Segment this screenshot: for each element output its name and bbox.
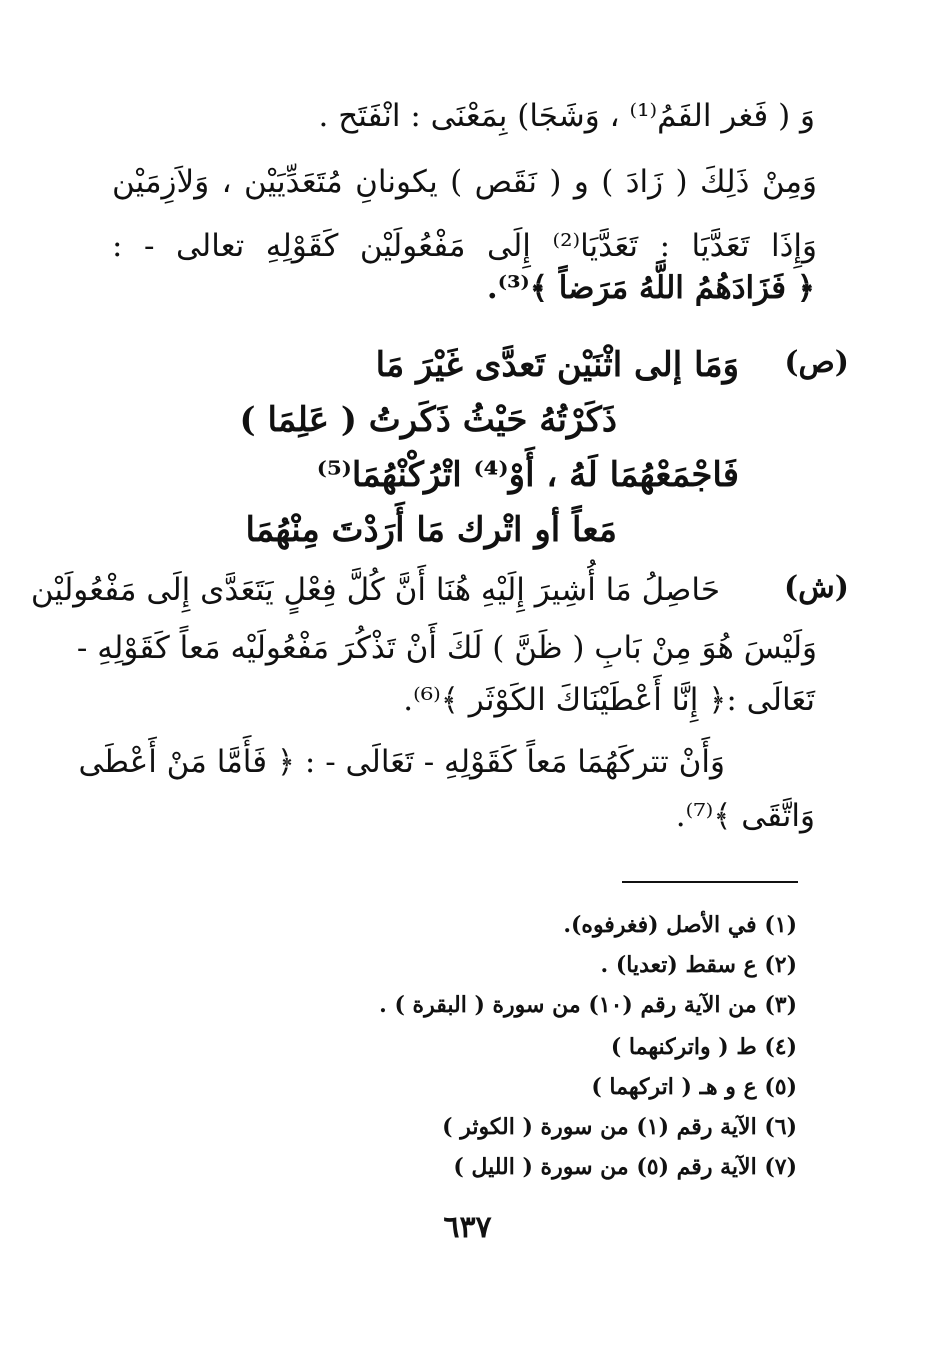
text-line: تَعَالَى :﴿ إِنَّا أَعْطَيْنَاكَ الكَوْثَر ﴾⁽⁶⁾. bbox=[403, 682, 815, 718]
sharh-marker: (ش) bbox=[783, 570, 849, 605]
footnote: (٣) من الآية رقم (١٠) من سورة ( البقرة ) . bbox=[379, 992, 797, 1018]
footnote: (٦) الآية رقم (١) من سورة ( الكوثر ) bbox=[442, 1114, 797, 1140]
text-line: حَاصِلُ مَا أُشِيرَ إِلَيْهِ هُنَا أَنَّ كُلَّ فِعْلٍ يَتَعَدَّى إِلَى مَفْعُولَيْن bbox=[30, 572, 720, 608]
footnote: (٢) ع سقط (تعديا) . bbox=[600, 952, 797, 978]
page-number: ٦٣٧ bbox=[443, 1210, 492, 1245]
verse-hemistich: مَعاً أو اتْرك مَا أَرَدْتَ مِنْهُمَا bbox=[245, 510, 617, 550]
text-line: وَ ( فَغر الفَمُ⁽¹⁾ ، وَشَجَا) بِمَعْنَى : انْفَتَح . bbox=[318, 98, 815, 134]
text-line: وَإِذَا تَعَدَّيَا : تَعَدَّيَا⁽²⁾ إِلَى مَفْعُولَيْن كَقَوْلِهِ تعالى - : bbox=[112, 228, 817, 264]
verse-hemistich: وَمَا إلى اثْنَيْن تَعدَّى غَيْرَ مَا bbox=[375, 345, 739, 385]
text-line: وَمِنْ ذَلِكَ ( زَادَ ) و ( نَقَص ) يكونانِ مُتَعَدِّيَيْن ، وَلاَزِمَيْن bbox=[112, 164, 817, 200]
footnote: (٤) ط ( واتركنهما ) bbox=[610, 1034, 797, 1060]
footnote: (٧) الآية رقم (٥) من سورة ( الليل ) bbox=[453, 1154, 797, 1180]
text-line: وَاتَّقَى ﴾⁽⁷⁾. bbox=[675, 798, 815, 834]
text-line: وَلَيْسَ هُوَ مِنْ بَابِ ( ظَنَّ ) لَكَ أَنْ تَذْكُرَ مَفْعُولَيْه مَعاً كَقَوْلِهِ - bbox=[76, 630, 817, 666]
verse-hemistich: ذَكَرْتُهُ حَيْثُ ذَكَرتُ ( عَلِمَا ) bbox=[239, 400, 617, 440]
footnote-divider bbox=[622, 881, 798, 883]
verse-hemistich: فَاجْمَعْهُمَا لَهُ ، أَوْ⁽⁴⁾ اتْرُكْنْهُمَا⁽⁵⁾ bbox=[316, 455, 739, 495]
quran-verse: ﴿ فَزَادَهُمُ اللَّهُ مَرَضاً ﴾⁽³⁾. bbox=[486, 270, 815, 306]
footnote: (١) في الأصل (فغرفوه). bbox=[563, 912, 797, 938]
verse-marker: (ص) bbox=[784, 345, 849, 380]
text-line: وَأَنْ تتركَهُمَا مَعاً كَقَوْلِهِ - تَعَالَى - : ﴿ فَأَمَّا مَنْ أَعْطَى bbox=[78, 744, 725, 780]
footnote: (٥) ع و هـ ( اتركهما ) bbox=[591, 1074, 797, 1100]
